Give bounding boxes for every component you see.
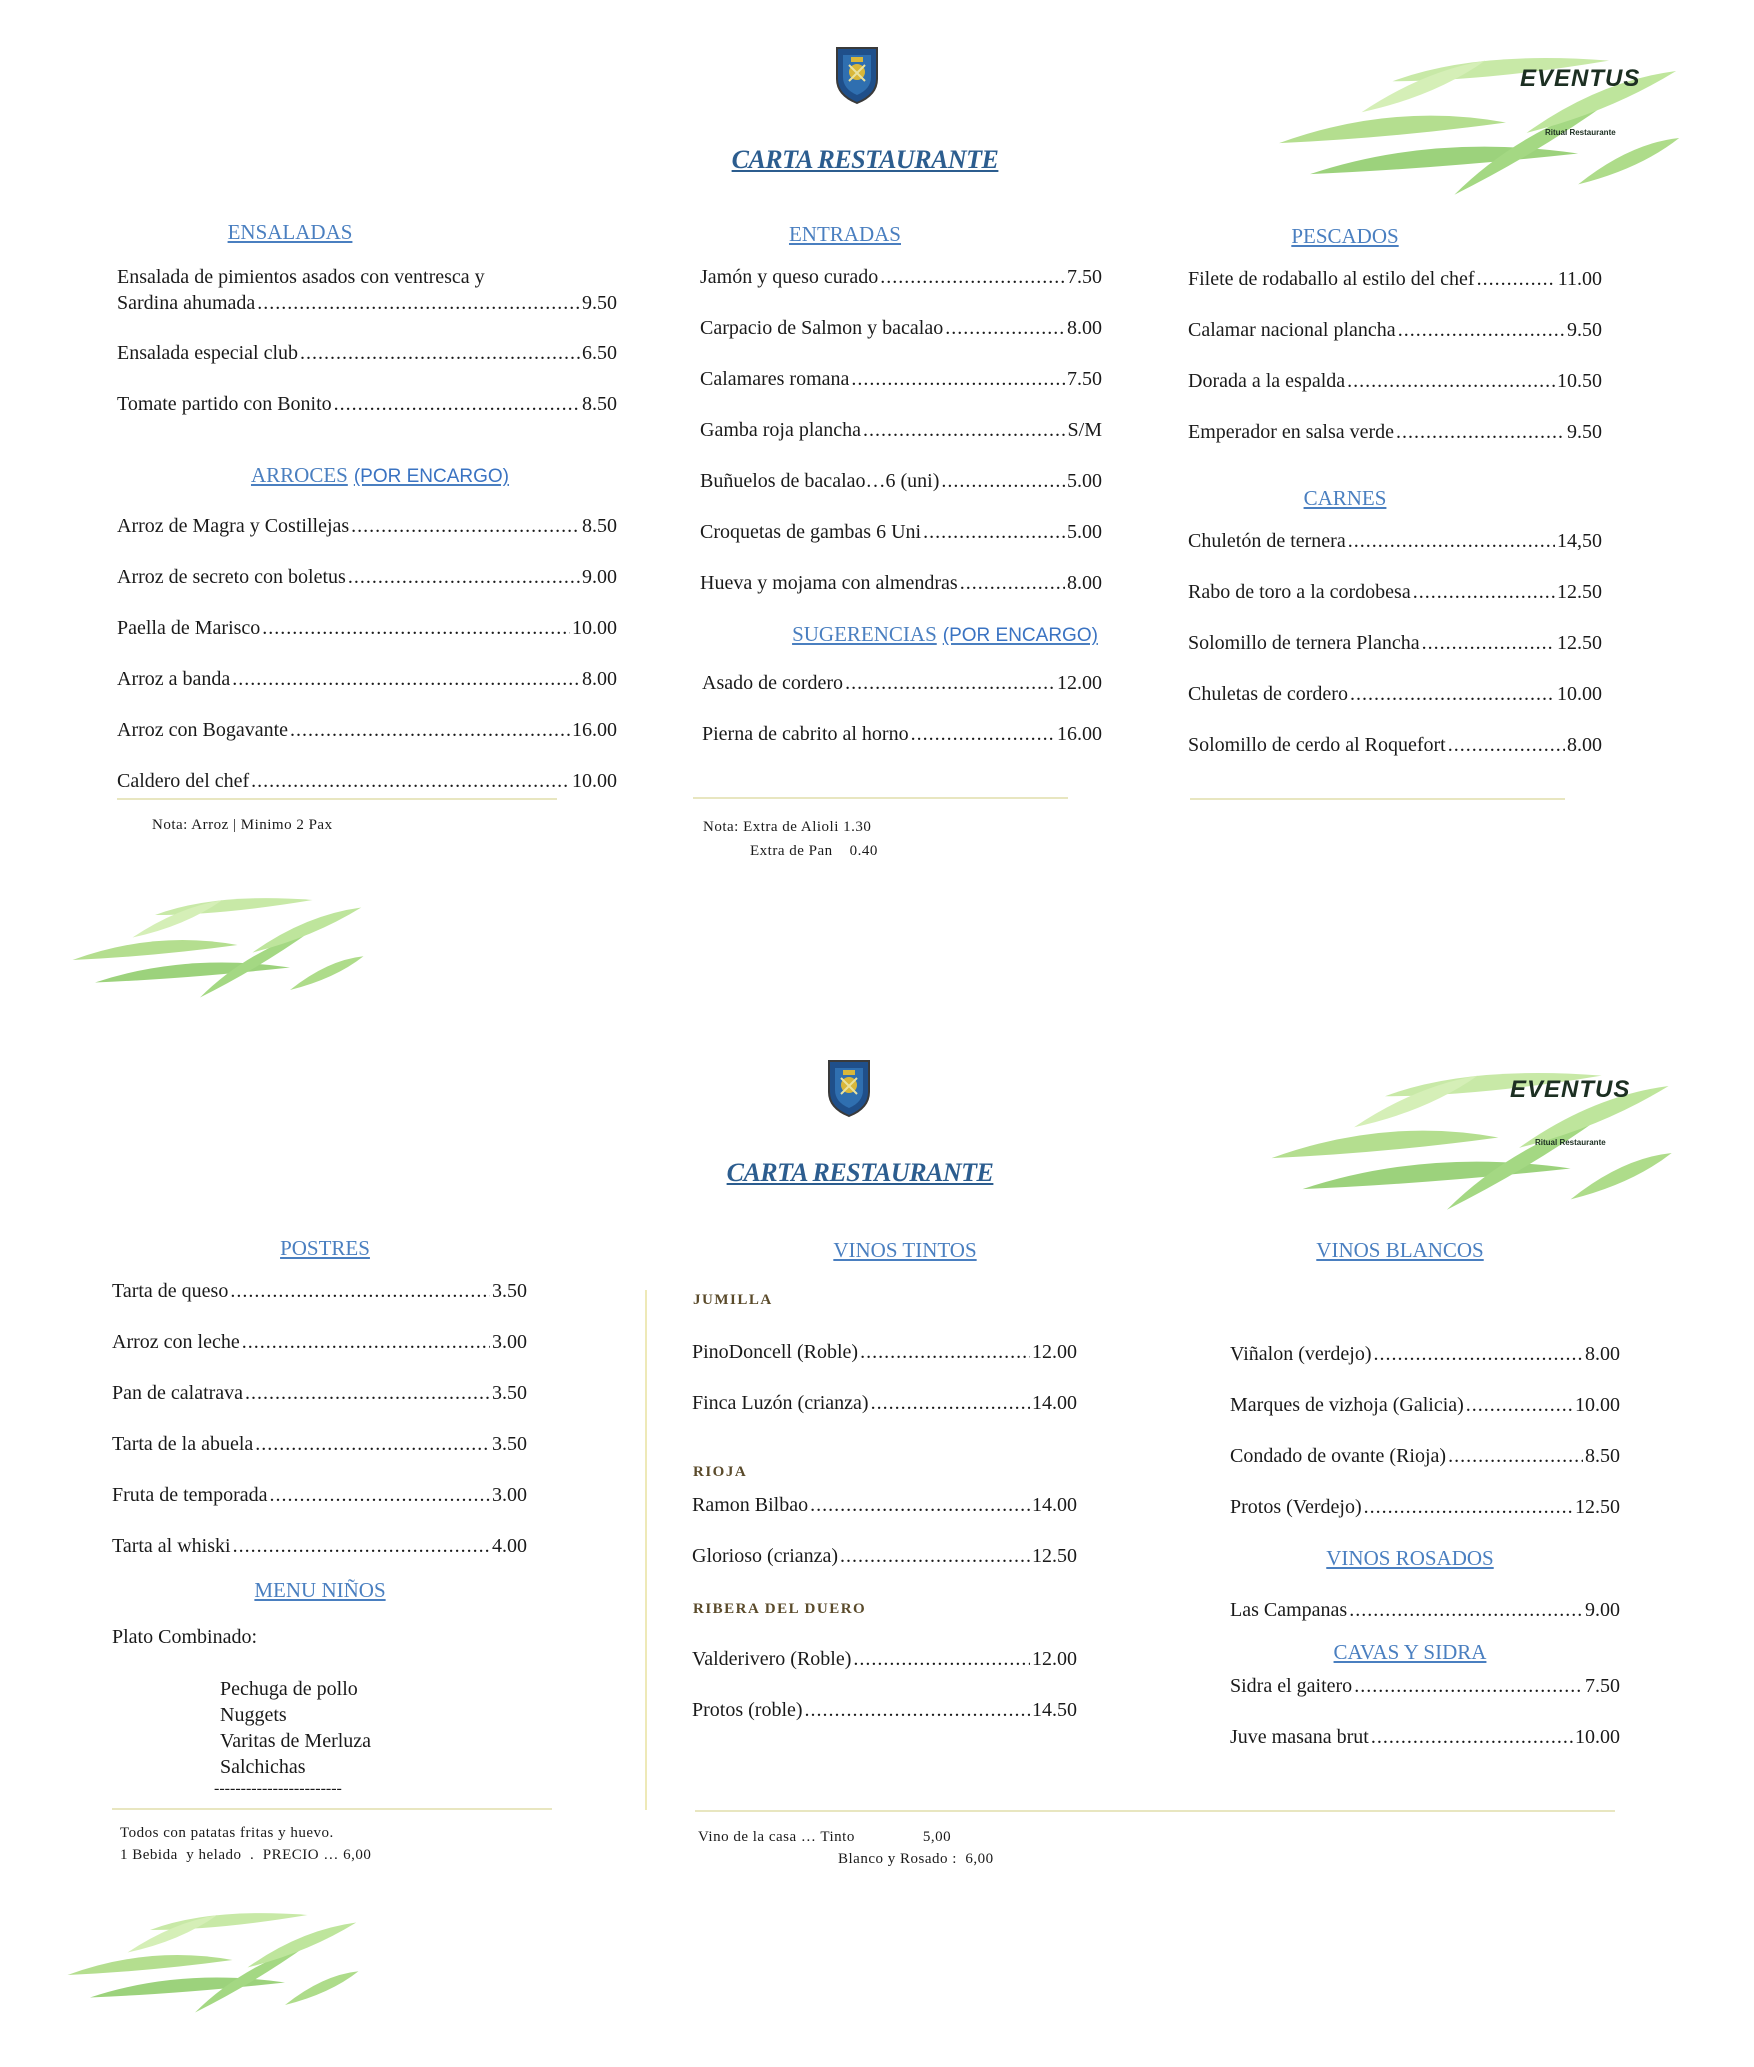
menu-item — [117, 719, 617, 742]
menu-item — [692, 1699, 1077, 1722]
section-heading-ensaladas: ENSALADAS — [227, 220, 353, 244]
menu-item — [112, 1382, 527, 1405]
item-name: Jamón y queso curado — [700, 266, 879, 288]
wine-region-label: RIBERA DEL DUERO — [693, 1601, 867, 1617]
menu-item — [1188, 421, 1602, 444]
item-name: Calamares romana — [700, 368, 850, 390]
item-name: Finca Luzón (crianza) — [692, 1392, 869, 1414]
section-heading-vinos-tintos: VINOS TINTOS — [833, 1238, 977, 1262]
item-name: Arroz de Magra y Costillejas — [117, 515, 350, 537]
leaf-decoration-top-right — [1205, 40, 1745, 205]
item-name: Tomate partido con Bonito — [117, 393, 332, 415]
item-name: Ramon Bilbao — [692, 1494, 809, 1516]
item-name: Pierna de cabrito al horno — [702, 723, 909, 745]
item-name: Las Campanas — [1230, 1599, 1348, 1621]
item-price: 3.00 — [492, 1484, 527, 1506]
item-name: Arroz a banda — [117, 668, 231, 690]
item-name: Fruta de temporada — [112, 1484, 268, 1506]
item-price: 8.00 — [1067, 572, 1102, 594]
menu-item — [117, 668, 617, 691]
separator-dashes: ------------------------ — [214, 1780, 342, 1797]
menu-item — [1230, 1496, 1620, 1519]
menu-item — [1188, 370, 1602, 393]
footnote: Vino de la casa … Tinto 5,00 — [698, 1829, 952, 1845]
item-price: 10.00 — [572, 617, 617, 639]
item-name: Arroz con Bogavante — [117, 719, 289, 741]
menu-item — [700, 266, 1102, 289]
item-name: Protos (roble) — [692, 1699, 803, 1721]
item-name: Chuletón de ternera — [1188, 530, 1346, 552]
item-name: Protos (Verdejo) — [1230, 1496, 1362, 1518]
footnote: Blanco y Rosado : 6,00 — [838, 1851, 994, 1867]
item-name: Chuletas de cordero — [1188, 683, 1348, 705]
menu-item — [1230, 1599, 1620, 1622]
menu-item — [692, 1392, 1077, 1415]
menu-item — [117, 342, 617, 365]
section-heading-vinos-blancos: VINOS BLANCOS — [1316, 1238, 1484, 1262]
brand-logo: EVENTUS — [1510, 1076, 1631, 1103]
crest-logo — [826, 1058, 872, 1118]
menu-item — [700, 317, 1102, 340]
item-name: Filete de rodaballo al estilo del chef — [1188, 268, 1475, 290]
menu-item — [700, 572, 1102, 595]
item-name: Solomillo de ternera Plancha — [1188, 632, 1420, 654]
section-heading-postres: POSTRES — [280, 1236, 370, 1260]
item-price: 10.00 — [572, 770, 617, 792]
menu-item — [1230, 1394, 1620, 1417]
wine-region-label: RIOJA — [693, 1464, 748, 1480]
item-price: 5.00 — [1067, 521, 1102, 543]
page-title: CARTA RESTAURANTE — [731, 145, 999, 174]
item-name: Sidra el gaitero — [1230, 1675, 1353, 1697]
item-price: 9.50 — [582, 292, 617, 314]
item-price: 10.00 — [1557, 683, 1602, 705]
divider — [112, 1808, 552, 1810]
item-name: Viñalon (verdejo) — [1230, 1343, 1372, 1365]
item-name: Arroz con leche — [112, 1331, 240, 1353]
menu-item — [117, 566, 617, 589]
page-title: CARTA RESTAURANTE — [726, 1158, 994, 1187]
menu-item — [692, 1341, 1077, 1364]
kids-menu-item: Pechuga de pollo — [220, 1678, 358, 1700]
item-price: 8.00 — [1567, 734, 1602, 756]
menu-item — [1188, 530, 1602, 553]
item-name-line: Ensalada de pimientos asados con ventresca y — [117, 266, 485, 288]
menu-item — [700, 521, 1102, 544]
item-price: 12.50 — [1557, 581, 1602, 603]
item-price: 10.00 — [1575, 1394, 1620, 1416]
item-price: 11.00 — [1557, 268, 1602, 290]
menu-item — [1230, 1726, 1620, 1749]
footnote: 1 Bebida y helado . PRECIO … 6,00 — [120, 1847, 372, 1863]
item-name: Asado de cordero — [702, 672, 844, 694]
divider — [1190, 798, 1565, 800]
divider — [693, 797, 1068, 799]
menu-item — [117, 770, 617, 793]
section-heading-carnes: CARNES — [1303, 486, 1387, 510]
section-heading-menu-ninos: MENU NIÑOS — [254, 1578, 386, 1602]
crest-logo — [834, 45, 880, 105]
item-name: Valderivero (Roble) — [692, 1648, 852, 1670]
menu-item — [700, 419, 1102, 442]
item-price: 14,50 — [1557, 530, 1602, 552]
menu-item — [1188, 268, 1602, 291]
menu-item — [112, 1433, 527, 1456]
section-heading-cavas-sidra: CAVAS Y SIDRA — [1333, 1640, 1487, 1664]
leaf-decoration-bottom-left — [25, 885, 405, 1005]
item-price: 12.50 — [1032, 1545, 1077, 1567]
item-name: Carpacio de Salmon y bacalao — [700, 317, 944, 339]
item-price: 16.00 — [572, 719, 617, 741]
item-name: Emperador en salsa verde — [1188, 421, 1395, 443]
item-price: 12.00 — [1032, 1648, 1077, 1670]
item-name: Croquetas de gambas 6 Uni — [700, 521, 922, 543]
divider — [695, 1810, 1615, 1812]
leaf-decoration-top-right — [1200, 1055, 1735, 1220]
item-name: Gamba roja plancha — [700, 419, 862, 441]
item-price: 7.50 — [1067, 266, 1102, 288]
menu-item — [702, 672, 1102, 695]
section-heading-vinos-rosados: VINOS ROSADOS — [1326, 1546, 1494, 1570]
item-name: Condado de ovante (Rioja) — [1230, 1445, 1447, 1467]
menu-item — [1230, 1445, 1620, 1468]
item-price: 7.50 — [1067, 368, 1102, 390]
menu-item — [1230, 1675, 1620, 1698]
menu-item — [1230, 1343, 1620, 1366]
menu-item — [692, 1494, 1077, 1517]
item-name: Dorada a la espalda — [1188, 370, 1346, 392]
item-price: 12.00 — [1057, 672, 1102, 694]
item-price: 3.00 — [492, 1331, 527, 1353]
item-price: 16.00 — [1057, 723, 1102, 745]
item-price: 9.50 — [1567, 319, 1602, 341]
menu-item — [692, 1648, 1077, 1671]
item-price: 9.00 — [1585, 1599, 1620, 1621]
item-name: Pan de calatrava — [112, 1382, 244, 1404]
item-price: 3.50 — [492, 1433, 527, 1455]
menu-item — [112, 1535, 527, 1558]
menu-item — [112, 1331, 527, 1354]
item-price: 5.00 — [1067, 470, 1102, 492]
item-name: Tarta de queso — [112, 1280, 229, 1302]
item-name: Tarta de la abuela — [112, 1433, 254, 1455]
menu-item — [117, 393, 617, 416]
footnote: Nota: Arroz | Minimo 2 Pax — [152, 817, 333, 833]
item-price: 8.00 — [582, 668, 617, 690]
item-price: 4.00 — [492, 1535, 527, 1557]
item-price: 14.50 — [1032, 1699, 1077, 1721]
item-price: 12.50 — [1557, 632, 1602, 654]
item-name: Paella de Marisco — [117, 617, 261, 639]
menu-item — [1188, 683, 1602, 706]
item-price: 7.50 — [1585, 1675, 1620, 1697]
menu-item — [1188, 734, 1602, 757]
item-name: Caldero del chef — [117, 770, 250, 792]
item-price: 10.00 — [1575, 1726, 1620, 1748]
item-price: 3.50 — [492, 1382, 527, 1404]
item-name: Tarta al whiski — [112, 1535, 231, 1557]
menu-item — [117, 617, 617, 640]
item-name: Sardina ahumada — [117, 292, 256, 314]
brand-logo: EVENTUS — [1520, 65, 1641, 92]
menu-item — [1188, 632, 1602, 655]
item-price: S/M — [1067, 419, 1102, 441]
menu-item — [112, 1484, 527, 1507]
menu-item — [112, 1280, 527, 1303]
section-heading-pescados: PESCADOS — [1291, 224, 1399, 248]
menu-item — [1188, 319, 1602, 342]
item-price: 12.50 — [1575, 1496, 1620, 1518]
item-name: Juve masana brut — [1230, 1726, 1369, 1748]
column-divider — [645, 1290, 647, 1810]
item-price: 3.50 — [492, 1280, 527, 1302]
footnote: Extra de Pan 0.40 — [750, 843, 878, 859]
divider — [117, 798, 557, 800]
section-heading-sugerencias: SUGERENCIAS (POR ENCARGO) — [792, 622, 1098, 646]
item-name: Arroz de secreto con boletus — [117, 566, 346, 588]
kids-menu-item: Varitas de Merluza — [220, 1730, 372, 1752]
kids-menu-item: Salchichas — [220, 1756, 306, 1778]
item-price: 9.00 — [582, 566, 617, 588]
item-name: Marques de vizhoja (Galicia) — [1230, 1394, 1464, 1416]
item-price: 8.50 — [582, 393, 617, 415]
menu-item — [692, 1545, 1077, 1568]
item-name: Ensalada especial club — [117, 342, 299, 364]
item-name: PinoDoncell (Roble) — [692, 1341, 859, 1363]
item-name: Hueva y mojama con almendras — [700, 572, 958, 594]
item-name: Rabo de toro a la cordobesa — [1188, 581, 1411, 603]
menu-item — [117, 264, 617, 316]
item-price: 8.00 — [1585, 1343, 1620, 1365]
brand-subtitle: Ritual Restaurante — [1545, 128, 1616, 137]
footnote: Todos con patatas fritas y huevo. — [120, 1825, 334, 1841]
menu-item — [700, 368, 1102, 391]
item-price: 9.50 — [1567, 421, 1602, 443]
item-price: 14.00 — [1032, 1392, 1077, 1414]
item-name: Solomillo de cerdo al Roquefort — [1188, 734, 1446, 756]
wine-region-label: JUMILLA — [693, 1292, 773, 1308]
footnote: Nota: Extra de Alioli 1.30 — [703, 819, 872, 835]
item-price: 6.50 — [582, 342, 617, 364]
brand-subtitle: Ritual Restaurante — [1535, 1138, 1606, 1147]
kids-menu-intro: Plato Combinado: — [112, 1626, 257, 1648]
menu-item — [702, 723, 1102, 746]
menu-item — [1188, 581, 1602, 604]
item-price: 8.00 — [1067, 317, 1102, 339]
item-price: 12.00 — [1032, 1341, 1077, 1363]
item-name: Calamar nacional plancha — [1188, 319, 1396, 341]
item-price: 8.50 — [582, 515, 617, 537]
section-heading-arroces: ARROCES (POR ENCARGO) — [250, 463, 510, 487]
kids-menu-item: Nuggets — [220, 1704, 287, 1726]
item-name: Glorioso (crianza) — [692, 1545, 839, 1567]
menu-item — [700, 470, 1102, 493]
section-heading-entradas: ENTRADAS — [788, 222, 901, 246]
menu-item — [117, 515, 617, 538]
item-price: 14.00 — [1032, 1494, 1077, 1516]
item-price: 10.50 — [1557, 370, 1602, 392]
item-price: 8.50 — [1585, 1445, 1620, 1467]
item-name: Buñuelos de bacalao…6 (uni) — [700, 470, 940, 492]
leaf-decoration-bottom-left — [20, 1900, 400, 2020]
